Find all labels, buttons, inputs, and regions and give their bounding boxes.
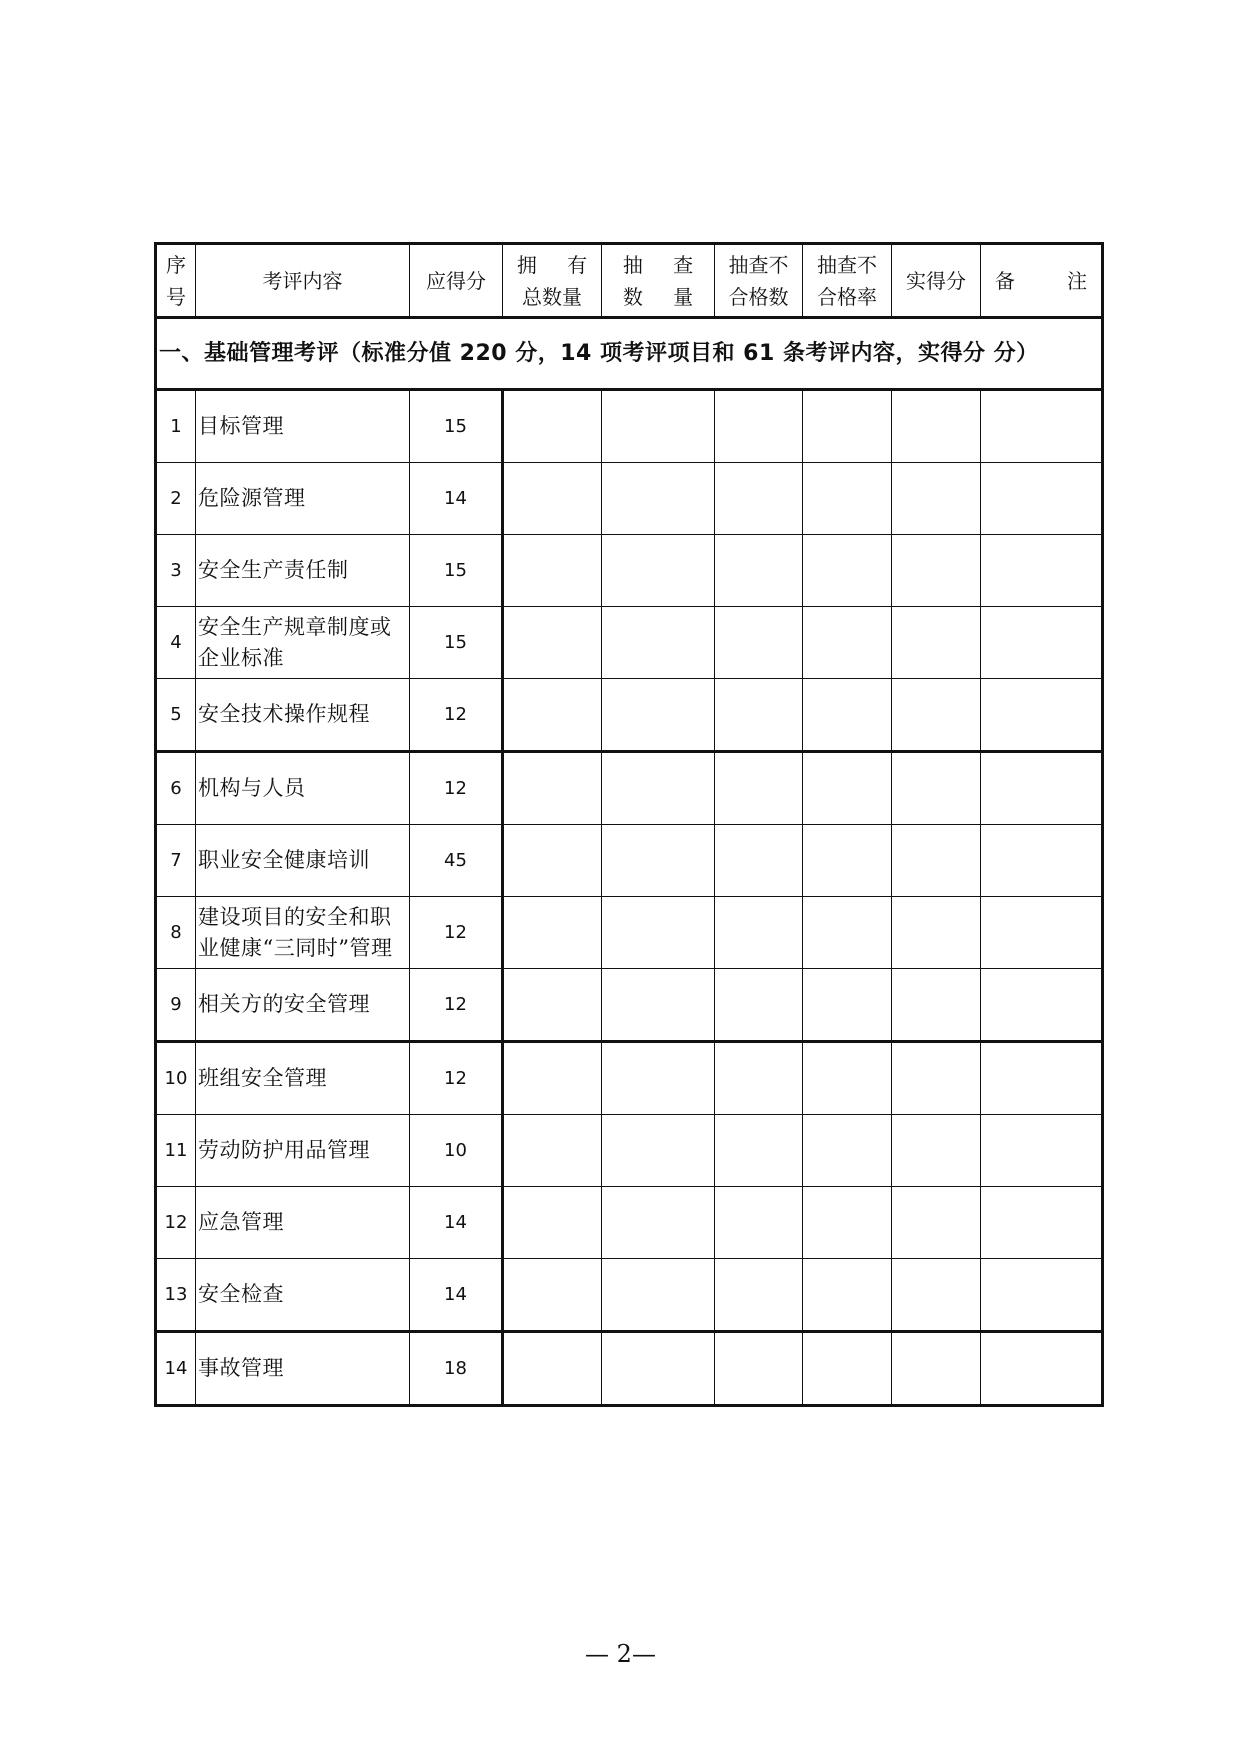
row-sample-qty — [602, 1115, 715, 1187]
row-unqualified-count — [715, 535, 803, 607]
row-remarks — [981, 535, 1103, 607]
table-row — [156, 897, 1103, 969]
row-sample-qty — [602, 1332, 715, 1406]
evaluation-table-container — [154, 242, 1101, 1407]
header-sample-qty-line2: 数 量 — [622, 284, 694, 309]
table-row — [156, 390, 1103, 463]
table-row — [156, 679, 1103, 752]
row-total-qty — [503, 1042, 602, 1115]
row-total-qty — [503, 1115, 602, 1187]
header-sample-qty — [602, 244, 715, 318]
row-sample-qty — [602, 463, 715, 535]
row-sample-qty — [602, 1042, 715, 1115]
header-content: 考评内容 — [196, 244, 410, 318]
header-total-qty — [503, 244, 602, 318]
row-item: 相关方的安全管理 — [196, 969, 410, 1042]
table-row — [156, 1115, 1103, 1187]
header-unqualified-rate-line2: 合格率 — [817, 284, 877, 309]
row-remarks — [981, 1187, 1103, 1259]
row-actual-score — [892, 969, 981, 1042]
row-actual-score — [892, 607, 981, 679]
row-actual-score — [892, 1332, 981, 1406]
header-unqualified-count-line2: 合格数 — [728, 284, 789, 309]
row-seq: 11 — [156, 1115, 196, 1187]
table-header-row — [156, 244, 1103, 318]
row-item: 劳动防护用品管理 — [196, 1115, 410, 1187]
row-unqualified-rate — [803, 535, 892, 607]
row-remarks — [981, 969, 1103, 1042]
row-unqualified-count — [715, 1332, 803, 1406]
row-unqualified-count — [715, 1259, 803, 1332]
row-seq: 14 — [156, 1332, 196, 1406]
row-unqualified-count — [715, 825, 803, 897]
header-standard-score: 应得分 — [410, 244, 503, 318]
row-unqualified-rate — [803, 463, 892, 535]
row-standard-score: 18 — [410, 1332, 503, 1406]
row-standard-score: 14 — [410, 1187, 503, 1259]
row-unqualified-count — [715, 1187, 803, 1259]
row-total-qty — [503, 390, 602, 463]
row-standard-score: 14 — [410, 1259, 503, 1332]
table-row — [156, 1187, 1103, 1259]
row-sample-qty — [602, 535, 715, 607]
row-item: 安全生产责任制 — [196, 535, 410, 607]
table-row — [156, 825, 1103, 897]
row-actual-score — [892, 1187, 981, 1259]
row-item: 目标管理 — [196, 390, 410, 463]
row-item: 安全检查 — [196, 1259, 410, 1332]
table-row — [156, 1042, 1103, 1115]
row-item: 应急管理 — [196, 1187, 410, 1259]
row-standard-score: 15 — [410, 390, 503, 463]
row-total-qty — [503, 535, 602, 607]
row-actual-score — [892, 752, 981, 825]
row-unqualified-rate — [803, 969, 892, 1042]
row-unqualified-count — [715, 1042, 803, 1115]
row-item: 班组安全管理 — [196, 1042, 410, 1115]
row-total-qty — [503, 1187, 602, 1259]
table-row — [156, 535, 1103, 607]
header-unqualified-count — [715, 244, 803, 318]
row-sample-qty — [602, 969, 715, 1042]
row-standard-score: 12 — [410, 897, 503, 969]
row-remarks — [981, 390, 1103, 463]
row-seq: 6 — [156, 752, 196, 825]
row-item: 安全技术操作规程 — [196, 679, 410, 752]
row-item: 危险源管理 — [196, 463, 410, 535]
header-unqualified-rate — [803, 244, 892, 318]
row-unqualified-rate — [803, 1042, 892, 1115]
row-actual-score — [892, 463, 981, 535]
row-remarks — [981, 1042, 1103, 1115]
row-unqualified-rate — [803, 825, 892, 897]
row-sample-qty — [602, 607, 715, 679]
row-seq: 2 — [156, 463, 196, 535]
row-unqualified-rate — [803, 897, 892, 969]
section-row — [156, 318, 1103, 390]
row-unqualified-rate — [803, 679, 892, 752]
header-unqualified-count-line1: 抽查不 — [728, 252, 789, 277]
table-row — [156, 1332, 1103, 1406]
row-total-qty — [503, 897, 602, 969]
header-seq-line2: 号 — [166, 284, 186, 309]
row-sample-qty — [602, 752, 715, 825]
row-unqualified-rate — [803, 1187, 892, 1259]
row-unqualified-count — [715, 390, 803, 463]
row-actual-score — [892, 390, 981, 463]
row-remarks — [981, 1259, 1103, 1332]
header-remarks-char2: 注 — [1067, 268, 1087, 293]
evaluation-table — [154, 242, 1104, 1407]
table-row — [156, 969, 1103, 1042]
row-remarks — [981, 679, 1103, 752]
row-unqualified-count — [715, 752, 803, 825]
row-remarks — [981, 607, 1103, 679]
row-total-qty — [503, 1259, 602, 1332]
header-sample-qty-line1: 抽 查 — [622, 252, 694, 277]
header-remarks-char1: 备 — [995, 268, 1015, 293]
row-item: 建设项目的安全和职业健康“三同时”管理 — [196, 897, 410, 969]
row-sample-qty — [602, 825, 715, 897]
row-unqualified-count — [715, 969, 803, 1042]
page-number: — 2— — [585, 1640, 656, 1668]
row-seq: 8 — [156, 897, 196, 969]
header-remarks — [981, 244, 1103, 318]
row-item: 机构与人员 — [196, 752, 410, 825]
row-seq: 1 — [156, 390, 196, 463]
row-sample-qty — [602, 390, 715, 463]
row-standard-score: 14 — [410, 463, 503, 535]
row-standard-score: 12 — [410, 969, 503, 1042]
row-seq: 3 — [156, 535, 196, 607]
row-total-qty — [503, 825, 602, 897]
row-total-qty — [503, 607, 602, 679]
row-remarks — [981, 897, 1103, 969]
row-sample-qty — [602, 679, 715, 752]
row-actual-score — [892, 1259, 981, 1332]
row-unqualified-count — [715, 607, 803, 679]
row-total-qty — [503, 752, 602, 825]
row-sample-qty — [602, 1187, 715, 1259]
row-unqualified-count — [715, 1115, 803, 1187]
row-actual-score — [892, 535, 981, 607]
row-item: 安全生产规章制度或企业标准 — [196, 607, 410, 679]
row-standard-score: 12 — [410, 752, 503, 825]
row-unqualified-rate — [803, 390, 892, 463]
header-total-qty-line2: 总数量 — [522, 284, 582, 309]
row-unqualified-rate — [803, 752, 892, 825]
header-total-qty-line1: 拥 有 — [516, 252, 588, 277]
row-actual-score — [892, 825, 981, 897]
row-seq: 13 — [156, 1259, 196, 1332]
row-unqualified-count — [715, 463, 803, 535]
row-standard-score: 45 — [410, 825, 503, 897]
table-row — [156, 1259, 1103, 1332]
row-item: 职业安全健康培训 — [196, 825, 410, 897]
row-sample-qty — [602, 1259, 715, 1332]
header-seq-line1: 序 — [166, 252, 186, 277]
table-row — [156, 607, 1103, 679]
row-total-qty — [503, 969, 602, 1042]
header-actual-score: 实得分 — [892, 244, 981, 318]
table-row — [156, 463, 1103, 535]
header-seq — [156, 244, 196, 318]
row-actual-score — [892, 1115, 981, 1187]
row-standard-score: 15 — [410, 535, 503, 607]
row-unqualified-rate — [803, 1115, 892, 1187]
section-title: 一、基础管理考评（标准分值 220 分，14 项考评项目和 61 条考评内容，实得分 分） — [159, 340, 1039, 366]
row-seq: 9 — [156, 969, 196, 1042]
row-total-qty — [503, 679, 602, 752]
row-unqualified-rate — [803, 1332, 892, 1406]
row-actual-score — [892, 897, 981, 969]
row-sample-qty — [602, 897, 715, 969]
row-total-qty — [503, 1332, 602, 1406]
row-seq: 4 — [156, 607, 196, 679]
table-row — [156, 752, 1103, 825]
header-unqualified-rate-line1: 抽查不 — [817, 252, 877, 277]
row-unqualified-rate — [803, 1259, 892, 1332]
row-remarks — [981, 463, 1103, 535]
row-remarks — [981, 1115, 1103, 1187]
row-remarks — [981, 752, 1103, 825]
row-unqualified-count — [715, 679, 803, 752]
row-remarks — [981, 825, 1103, 897]
row-seq: 12 — [156, 1187, 196, 1259]
row-standard-score: 15 — [410, 607, 503, 679]
row-actual-score — [892, 679, 981, 752]
row-standard-score: 10 — [410, 1115, 503, 1187]
row-seq: 7 — [156, 825, 196, 897]
row-seq: 5 — [156, 679, 196, 752]
row-actual-score — [892, 1042, 981, 1115]
row-total-qty — [503, 463, 602, 535]
row-standard-score: 12 — [410, 679, 503, 752]
row-unqualified-count — [715, 897, 803, 969]
row-unqualified-rate — [803, 607, 892, 679]
row-remarks — [981, 1332, 1103, 1406]
section-title-cell — [156, 318, 1103, 390]
row-seq: 10 — [156, 1042, 196, 1115]
row-item: 事故管理 — [196, 1332, 410, 1406]
row-standard-score: 12 — [410, 1042, 503, 1115]
